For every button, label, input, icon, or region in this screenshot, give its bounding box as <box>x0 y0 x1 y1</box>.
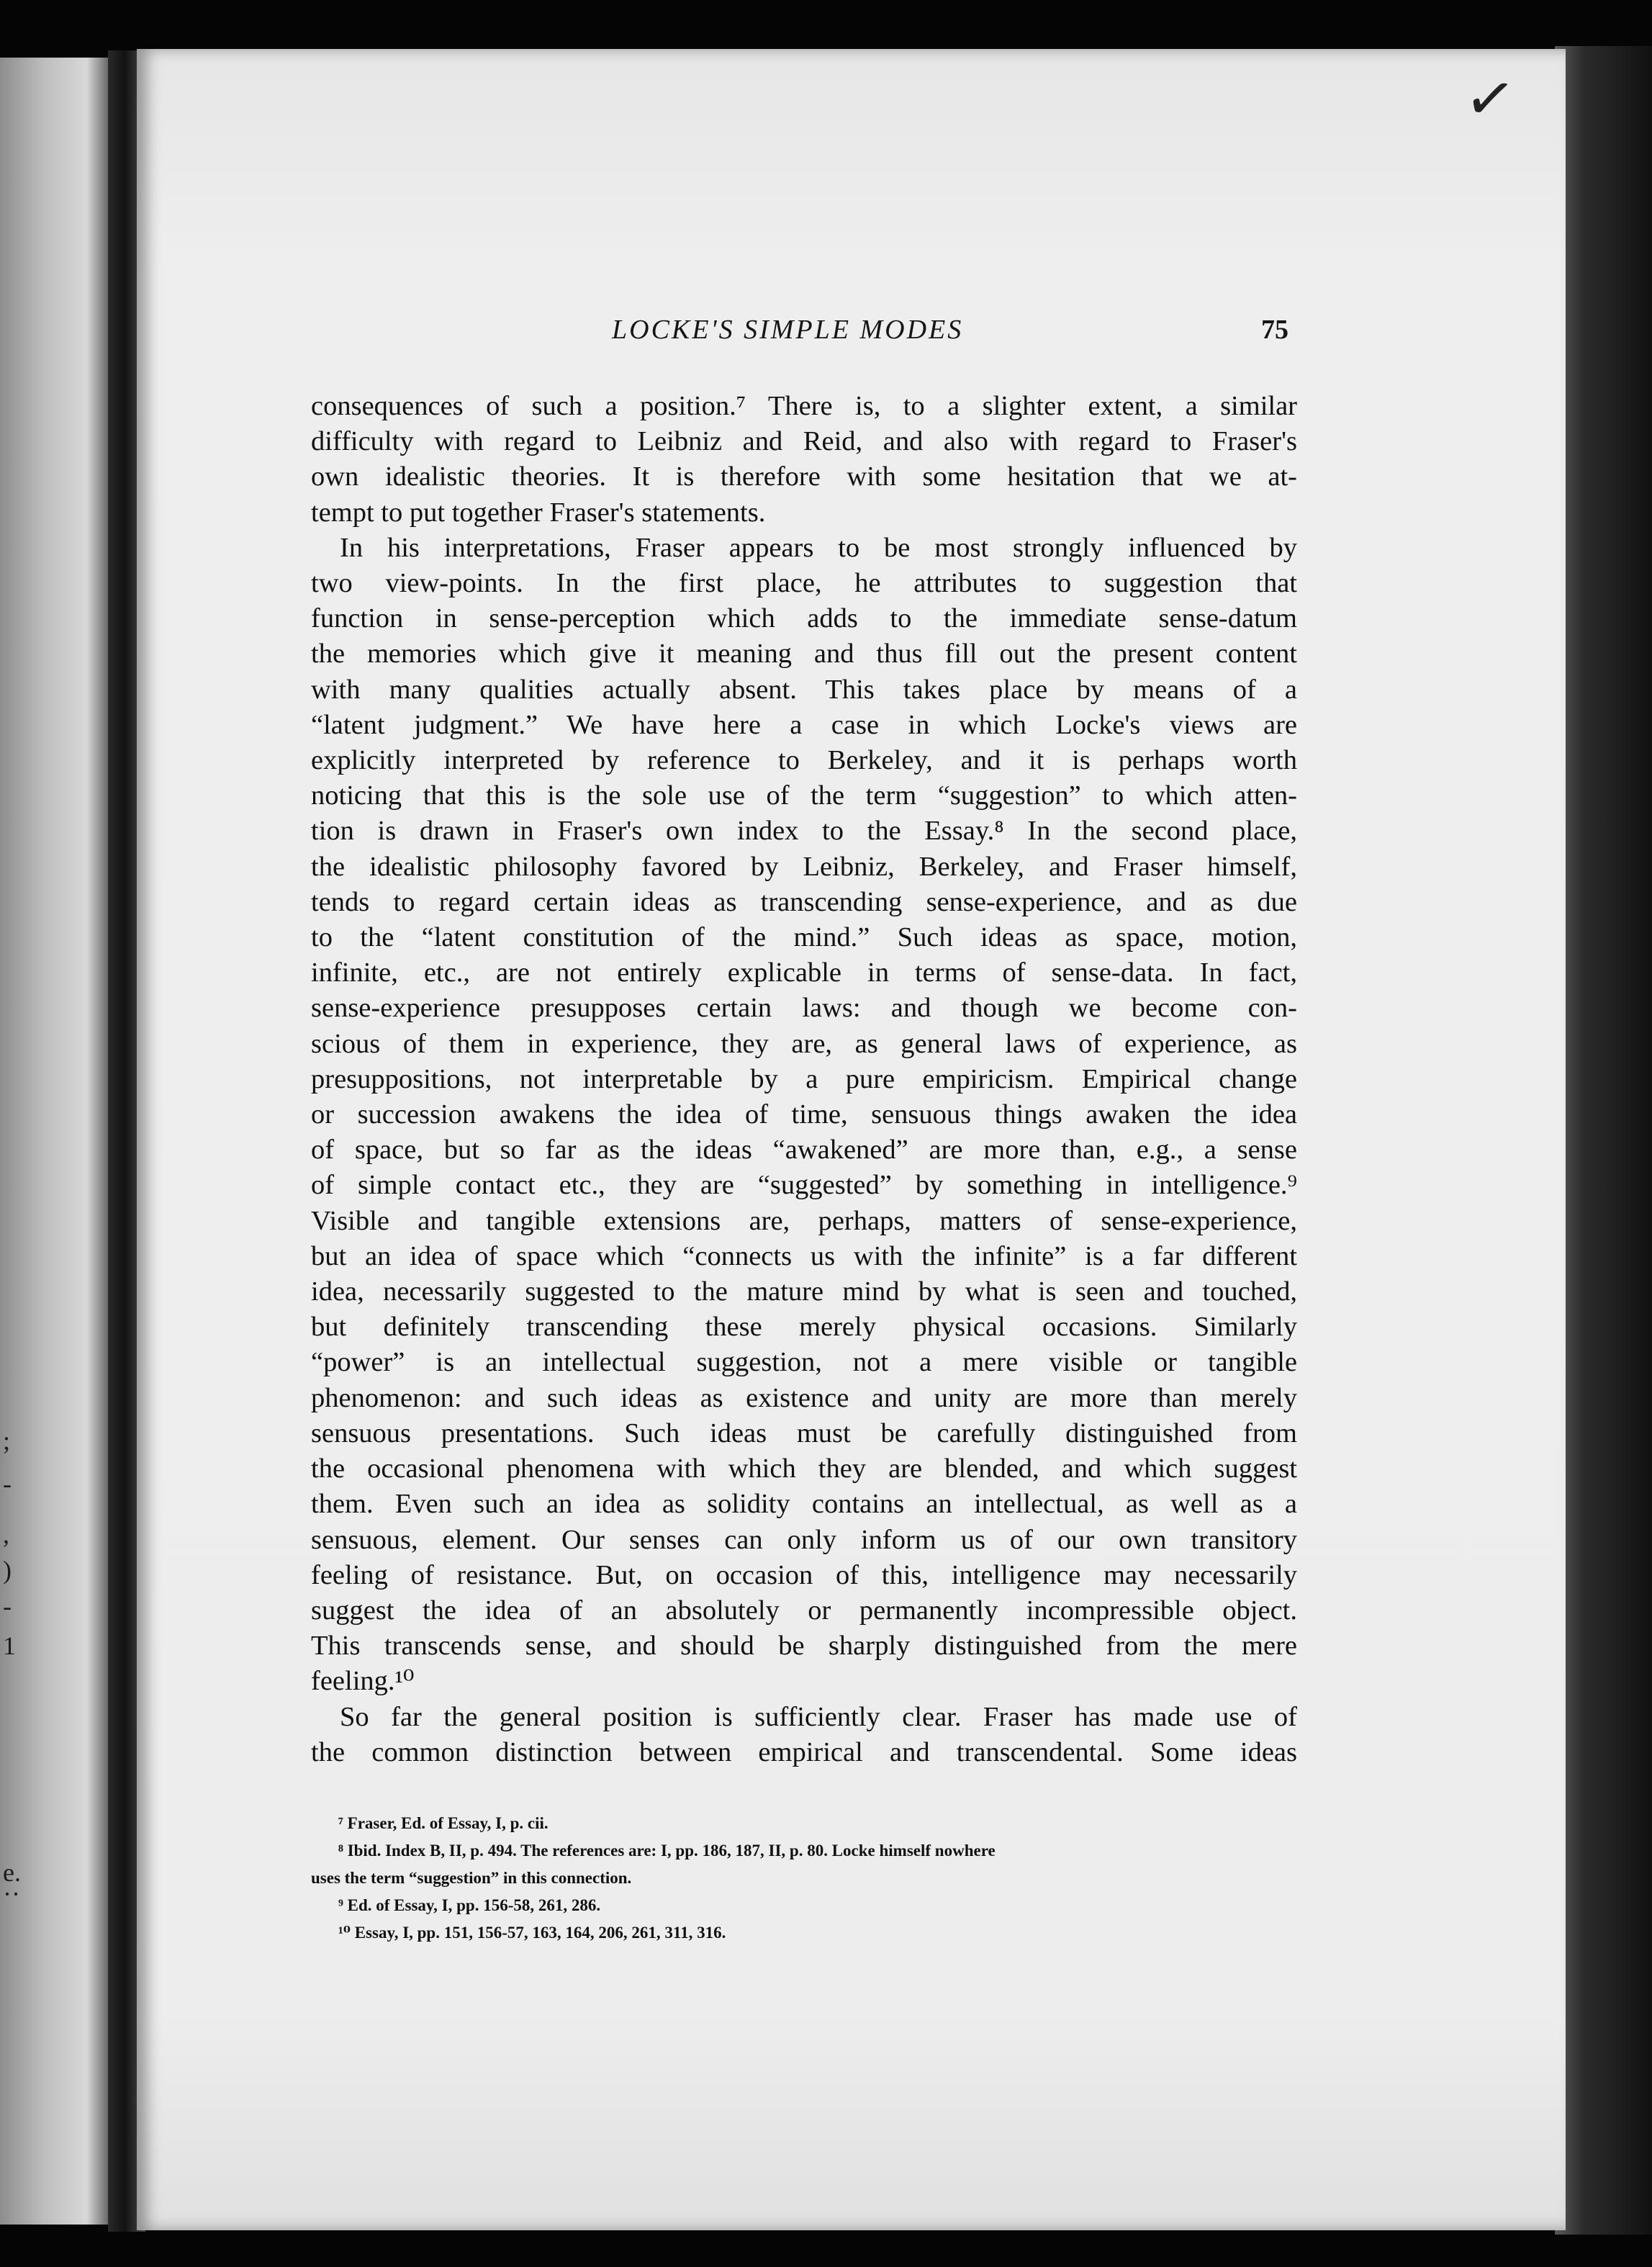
margin-mark: ; <box>3 1426 11 1455</box>
text-line: but an idea of space which “connects us with the infinite” is a far different <box>311 1240 1297 1271</box>
footnotes <box>311 1810 1304 1947</box>
text-line: them. Even such an idea as solidity contains an intellectual, as well as a <box>311 1489 1297 1520</box>
text-line: the common distinction between empirical and transcendental. Some ideas <box>311 1736 1297 1767</box>
text-line: but definitely transcending these merely physical occasions. Similarly <box>311 1312 1297 1343</box>
text-line: This transcends sense, and should be sharply distinguished from the mere <box>311 1631 1297 1662</box>
text-line: of simple contact etc., they are “suggested” by something in intelligence.⁹ <box>311 1170 1297 1201</box>
text-line: tends to regard certain ideas as transcending sense-experience, and as due <box>311 886 1297 917</box>
text-line: explicitly interpreted by reference to Berkeley, and it is perhaps worth <box>311 745 1297 776</box>
footnote: ¹⁰ Essay, I, pp. 151, 156-57, 163, 164, 206, 261, 311, 316. <box>338 1924 726 1942</box>
text-line: to the “latent constitution of the mind.” Such ideas as space, motion, <box>311 922 1297 953</box>
text-line: feeling.¹⁰ <box>311 1666 415 1697</box>
margin-mark: e. <box>3 1858 21 1887</box>
text-line: So far the general position is sufficiently clear. Fraser has made use of <box>340 1701 1297 1732</box>
text-line: suggest the idea of an absolutely or permanently incompressible object. <box>311 1595 1297 1626</box>
margin-mark: , <box>3 1520 9 1549</box>
handwritten-checkmark: ✓ <box>1460 60 1520 138</box>
page-number: 75 <box>1261 315 1288 345</box>
footnote-continuation: uses the term “suggestion” in this connection. <box>311 1869 632 1887</box>
text-line: “latent judgment.” We have here a case in which Locke's views are <box>311 709 1297 740</box>
text-line: “power” is an intellectual suggestion, not a mere visible or tangible <box>311 1347 1297 1378</box>
text-line: difficulty with regard to Leibniz and Reid, and also with regard to Fraser's <box>311 426 1297 457</box>
text-line: presuppositions, not interpretable by a pure empiricism. Empirical change <box>311 1063 1297 1094</box>
facing-page-margin-marks <box>0 58 29 2225</box>
text-line: with many qualities actually absent. This takes place by means of a <box>311 674 1297 705</box>
text-line: two view-points. In the first place, he attributes to suggestion that <box>311 568 1297 599</box>
text-line: In his interpretations, Fraser appears to be most strongly influenced by <box>340 532 1297 563</box>
text-line: sensuous presentations. Such ideas must be carefully distinguished from <box>311 1418 1297 1448</box>
text-line: idea, necessarily suggested to the mature mind by what is seen and touched, <box>311 1276 1297 1307</box>
margin-mark: 1 <box>3 1631 16 1660</box>
margin-mark: - <box>3 1592 12 1621</box>
text-line: function in sense-perception which adds to the immediate sense-datum <box>311 603 1297 634</box>
facing-page-edge <box>0 58 108 2225</box>
footnote: ⁹ Ed. of Essay, I, pp. 156-58, 261, 286. <box>338 1896 601 1914</box>
margin-mark: ) <box>3 1556 12 1585</box>
running-title: LOCKE'S SIMPLE MODES <box>612 315 964 345</box>
text-line: or succession awakens the idea of time, sensuous things awaken the idea <box>311 1099 1297 1130</box>
text-line: phenomenon: and such ideas as existence and unity are more than merely <box>311 1382 1297 1413</box>
text-line: consequences of such a position.⁷ There is, to a slighter extent, a similar <box>311 391 1297 421</box>
text-line: the idealistic philosophy favored by Leibniz, Berkeley, and Fraser himself, <box>311 851 1297 882</box>
text-line: feeling of resistance. But, on occasion of this, intelligence may necessarily <box>311 1559 1297 1590</box>
margin-mark: ·· <box>3 1880 20 1908</box>
book-edge <box>1555 46 1652 2235</box>
text-line: own idealistic theories. It is therefore with some hesitation that we at- <box>311 461 1297 492</box>
text-line: Visible and tangible extensions are, perhaps, matters of sense-experience, <box>311 1205 1297 1236</box>
body-text <box>311 389 1297 1770</box>
text-line: noticing that this is the sole use of the term “suggestion” to which atten- <box>311 780 1297 811</box>
text-line: scious of them in experience, they are, as general laws of experience, as <box>311 1028 1297 1059</box>
page-header <box>310 314 1288 357</box>
text-line: sense-experience presupposes certain laws: and though we become con- <box>311 993 1297 1024</box>
text-line: tempt to put together Fraser's statements. <box>311 497 766 528</box>
margin-mark: - <box>3 1469 12 1498</box>
text-line: of space, but so far as the ideas “awakened” are more than, e.g., a sense <box>311 1135 1297 1166</box>
text-line: the occasional phenomena with which they are blended, and which suggest <box>311 1454 1297 1484</box>
text-line: tion is drawn in Fraser's own index to the Essay.⁸ In the second place, <box>311 816 1297 847</box>
text-line: sensuous, element. Our senses can only inform us of our own transitory <box>311 1524 1297 1555</box>
footnote: ⁷ Fraser, Ed. of Essay, I, p. cii. <box>338 1814 549 1832</box>
text-line: the memories which give it meaning and thus fill out the present content <box>311 639 1297 670</box>
text-line: infinite, etc., are not entirely explicable in terms of sense-data. In fact, <box>311 957 1297 988</box>
footnote: ⁸ Ibid. Index B, II, p. 494. The references are: I, pp. 186, 187, II, p. 80. Locke himself nowhere <box>338 1842 996 1860</box>
